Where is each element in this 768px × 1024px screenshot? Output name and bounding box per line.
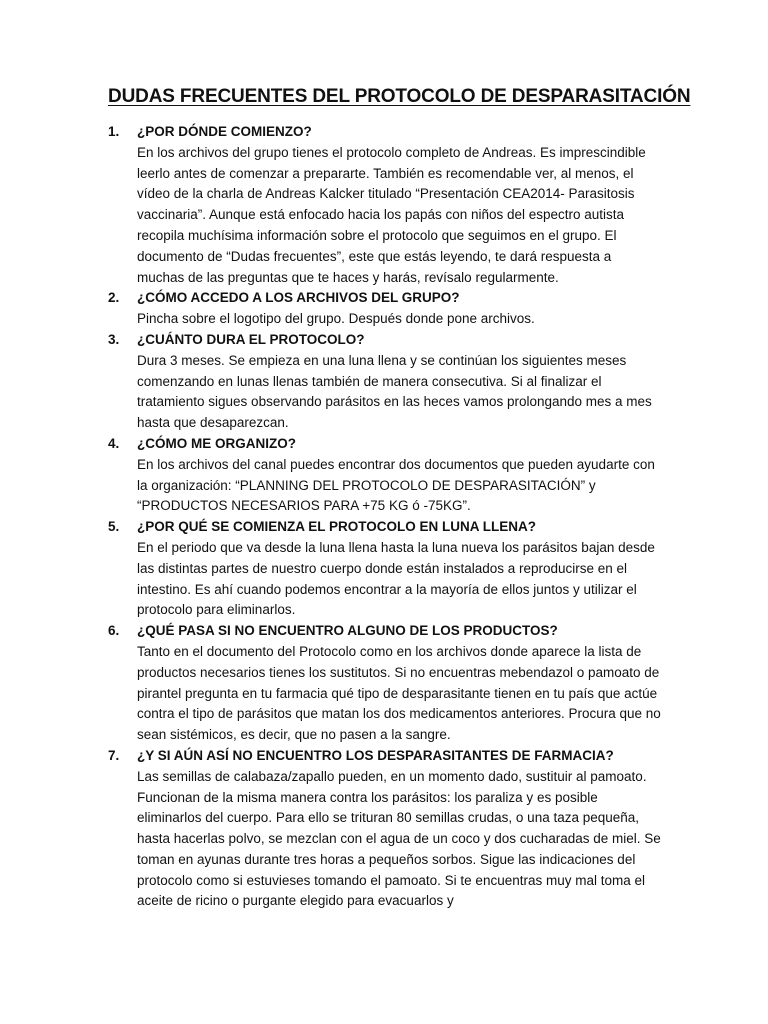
- faq-answer: Pincha sobre el logotipo del grupo. Después donde pone archivos.: [137, 311, 535, 327]
- faq-item: [0, 122, 768, 288]
- faq-answer: Dura 3 meses. Se empieza en una luna llena y se continúan los siguientes meses comenzando en lunas llenas también de manera consecutiva. Si al finalizar el tratamiento sigues observando parásitos en las heces vamos prolongando mes a mes hasta que desaparezcan.: [137, 352, 652, 431]
- faq-number: 1.: [108, 124, 120, 139]
- faq-item: [0, 288, 768, 330]
- faq-number: 6.: [108, 623, 120, 639]
- faq-list: [0, 122, 768, 912]
- faq-number: 2.: [108, 290, 120, 306]
- faq-answer: En los archivos del canal puedes encontrar dos documentos que pueden ayudarte con la organización: “PLANNING DEL PROTOCOLO DE DESPARASITACIÓN” y “PRODUCTOS NECESARIOS PARA +75 KG ó -75KG”.: [137, 456, 655, 514]
- faq-question: ¿Y SI AÚN ASÍ NO ENCUENTRO LOS DESPARASITANTES DE FARMACIA?: [137, 747, 614, 763]
- faq-number: 7.: [108, 747, 120, 763]
- faq-question: ¿CÓMO ACCEDO A LOS ARCHIVOS DEL GRUPO?: [137, 290, 460, 306]
- faq-item: [0, 330, 768, 434]
- faq-number: 4.: [108, 435, 120, 451]
- faq-item: [0, 517, 768, 621]
- faq-question: ¿CÓMO ME ORGANIZO?: [137, 435, 296, 451]
- faq-question: ¿CUÁNTO DURA EL PROTOCOLO?: [137, 331, 365, 347]
- faq-number: 3.: [108, 331, 120, 347]
- faq-item: [0, 621, 768, 746]
- faq-question: ¿POR DÓNDE COMIENZO?: [137, 124, 312, 139]
- faq-item: [0, 746, 768, 912]
- faq-answer: En los archivos del grupo tienes el protocolo completo de Andreas. Es imprescindible leerlo antes de comenzar a prepararte. También es recomendable ver, al menos, el vídeo de la charla de Andreas Kalcker titulado “Presentación CEA2014- Parasitosis vaccinaria”. Aunque está enfocado hacia los papás con niños del espectro autista recopila muchísima información sobre el protocolo que seguimos en el grupo. El documento de “Dudas frecuentes”, este que estás leyendo, te dará respuesta a muchas de las preguntas que te haces y harás, revísalo regularmente.: [137, 144, 646, 285]
- faq-answer: En el periodo que va desde la luna llena hasta la luna nueva los parásitos bajan desde las distintas partes de nuestro cuerpo donde están instalados a reproducirse en el intestino. Es ahí cuando podemos encontrar a la mayoría de ellos juntos y utilizar el protocolo para eliminarlos.: [137, 539, 655, 618]
- faq-answer: Las semillas de calabaza/zapallo pueden, en un momento dado, sustituir al pamoato. Funcionan de la misma manera contra los parásitos: los paraliza y es posible eliminarlos del cuerpo. Para ello se trituran 80 semillas crudas, o una taza pequeña, hasta hacerlas polvo, se mezclan con el agua de un coco y dos cucharadas de miel. Se toman en ayunas durante tres horas a pequeños sorbos. Sigue las indicaciones del protocolo como si estuvieses tomando el pamoato. Si te encuentras muy mal toma el aceite de ricino o purgante elegido para evacuarlos y: [137, 768, 661, 909]
- faq-item: [0, 434, 768, 517]
- document-title: DUDAS FRECUENTES DEL PROTOCOLO DE DESPARASITACIÓN: [108, 86, 691, 107]
- faq-answer: Tanto en el documento del Protocolo como en los archivos donde aparece la lista de productos necesarios tienes los sustitutos. Si no encuentras mebendazol o pamoato de pirantel pregunta en tu farmacia qué tipo de desparasitante tienen en tu país que actúe contra el tipo de parásitos que matan los dos medicamentos anteriores. Procura que no sean sistémicos, es decir, que no pasen a la sangre.: [137, 643, 661, 743]
- faq-question: ¿POR QUÉ SE COMIENZA EL PROTOCOLO EN LUNA LLENA?: [137, 519, 537, 535]
- faq-number: 5.: [108, 519, 120, 535]
- faq-question: ¿QUÉ PASA SI NO ENCUENTRO ALGUNO DE LOS PRODUCTOS?: [137, 623, 558, 639]
